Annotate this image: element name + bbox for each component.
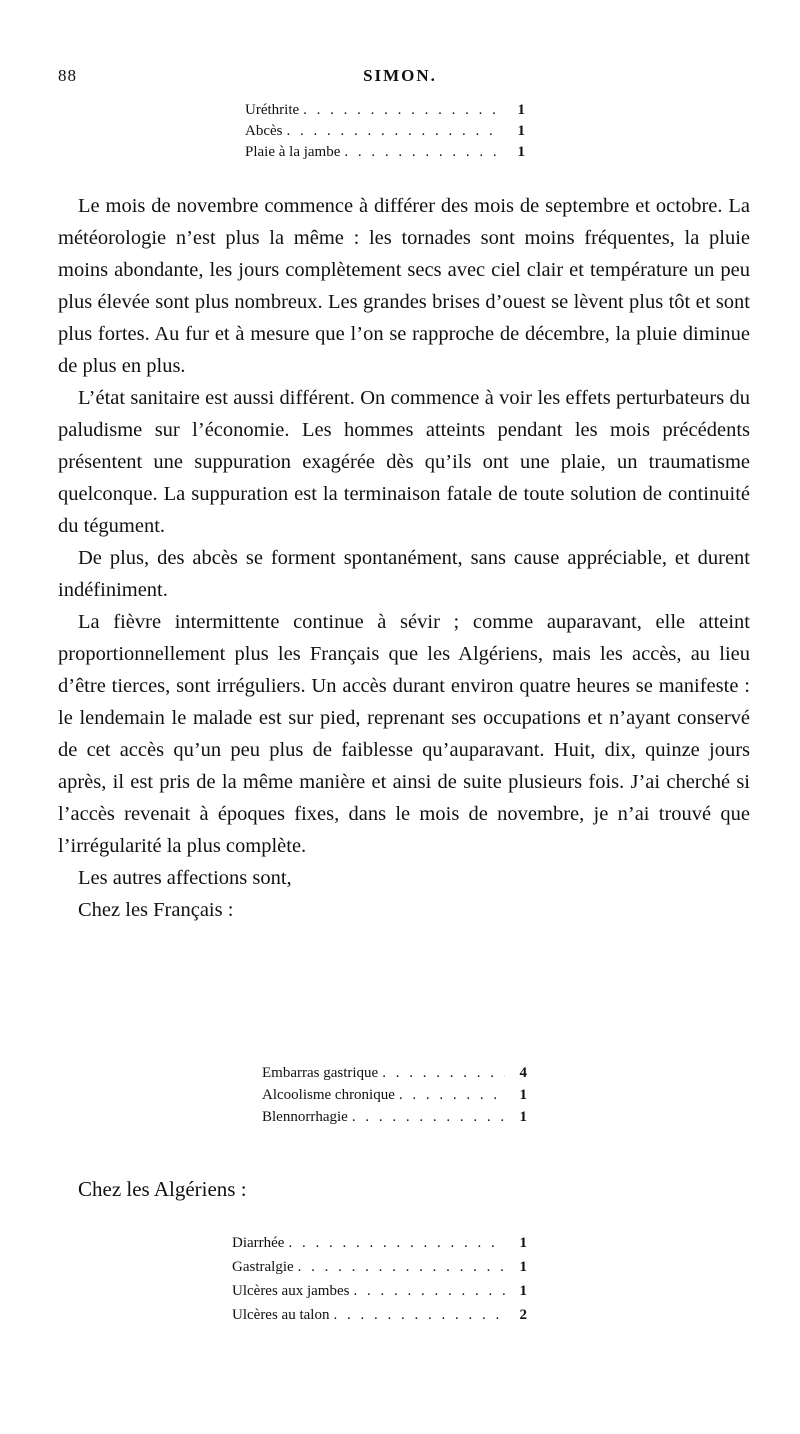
case-count: 2 [519, 1307, 527, 1323]
heading-french: Chez les Français : [78, 899, 234, 921]
case-label: Embarras gastrique [262, 1065, 379, 1081]
running-title: SIMON. [363, 66, 437, 85]
case-count: 1 [519, 1259, 527, 1275]
case-count: 4 [519, 1065, 527, 1081]
list-item [262, 1109, 527, 1131]
list-item [245, 123, 525, 144]
case-label: Blennorrhagie [262, 1109, 348, 1125]
list-item [232, 1283, 527, 1307]
list-item [232, 1307, 527, 1331]
case-label: Ulcères au talon [232, 1307, 330, 1323]
case-label: Ulcères aux jambes [232, 1283, 350, 1299]
paragraph-other-affections: Les autres affections sont, [78, 867, 292, 889]
case-label: Uréthrite [245, 102, 300, 118]
case-label: Plaie à la jambe [245, 144, 341, 160]
case-count: 1 [517, 123, 525, 139]
body-text [58, 190, 750, 926]
case-label: Alcoolisme chronique [262, 1087, 395, 1103]
case-count: 1 [517, 144, 525, 160]
paragraph-abscess: De plus, des abcès se forment spontanément, sans cause appréciable, et durent indéfiniment. [58, 547, 750, 601]
case-count: 1 [519, 1235, 527, 1251]
case-label: Gastralgie [232, 1259, 294, 1275]
list-item [262, 1087, 527, 1109]
running-head [58, 66, 742, 94]
case-count: 1 [519, 1087, 527, 1103]
case-list-top [245, 102, 525, 165]
page-number: 88 [58, 66, 77, 85]
list-item [245, 102, 525, 123]
case-count: 1 [519, 1109, 527, 1125]
case-count: 1 [519, 1283, 527, 1299]
case-list-algerian [232, 1235, 527, 1331]
paragraph-weather: Le mois de novembre commence à différer des mois de septembre et octobre. La météorologie n’est plus la même : les tornades sont moins fréquentes, la pluie moins abondante, les jours complètement secs avec ciel clair et température un peu plus élevée sont plus nombreux. Les grandes brises d’ouest se lèvent plus tôt et sont plus fortes. Au fur et à mesure que l’on se rapproche de décembre, la pluie diminue de plus en plus. [58, 195, 750, 377]
case-list-french [262, 1065, 527, 1131]
list-item [232, 1235, 527, 1259]
case-label: Diarrhée [232, 1235, 285, 1251]
paragraph-fever: La fièvre intermittente continue à sévir ; comme auparavant, elle atteint proportionnellement plus les Français que les Algériens, mais les accès, au lieu d’être tierces, sont irréguliers. Un accès durant environ quatre heures se manifeste : le lendemain le malade est sur pied, reprenant ses occupations et n’ayant conservé de cet accès qu’un peu plus de faiblesse qu’auparavant. Huit, dix, quinze jours après, il est pris de la même manière et ainsi de suite plusieurs fois. J’ai cherché si l’accès revenait à époques fixes, dans le mois de novembre, je n’ai trouvé que l’irrégularité la plus complète. [58, 611, 750, 857]
list-item [262, 1065, 527, 1087]
paragraph-health: L’état sanitaire est aussi différent. On commence à voir les effets perturbateurs du paludisme sur l’économie. Les hommes atteints pendant les mois précédents présentent une suppuration exagérée dès qu’ils ont une plaie, un traumatisme quelconque. La suppuration est la terminaison fatale de toute solution de continuité du tégument. [58, 387, 750, 537]
list-item [232, 1259, 527, 1283]
heading-algerian: Chez les Algériens : [78, 1177, 247, 1201]
list-item [245, 144, 525, 165]
case-count: 1 [517, 102, 525, 118]
case-label: Abcès [245, 123, 283, 139]
